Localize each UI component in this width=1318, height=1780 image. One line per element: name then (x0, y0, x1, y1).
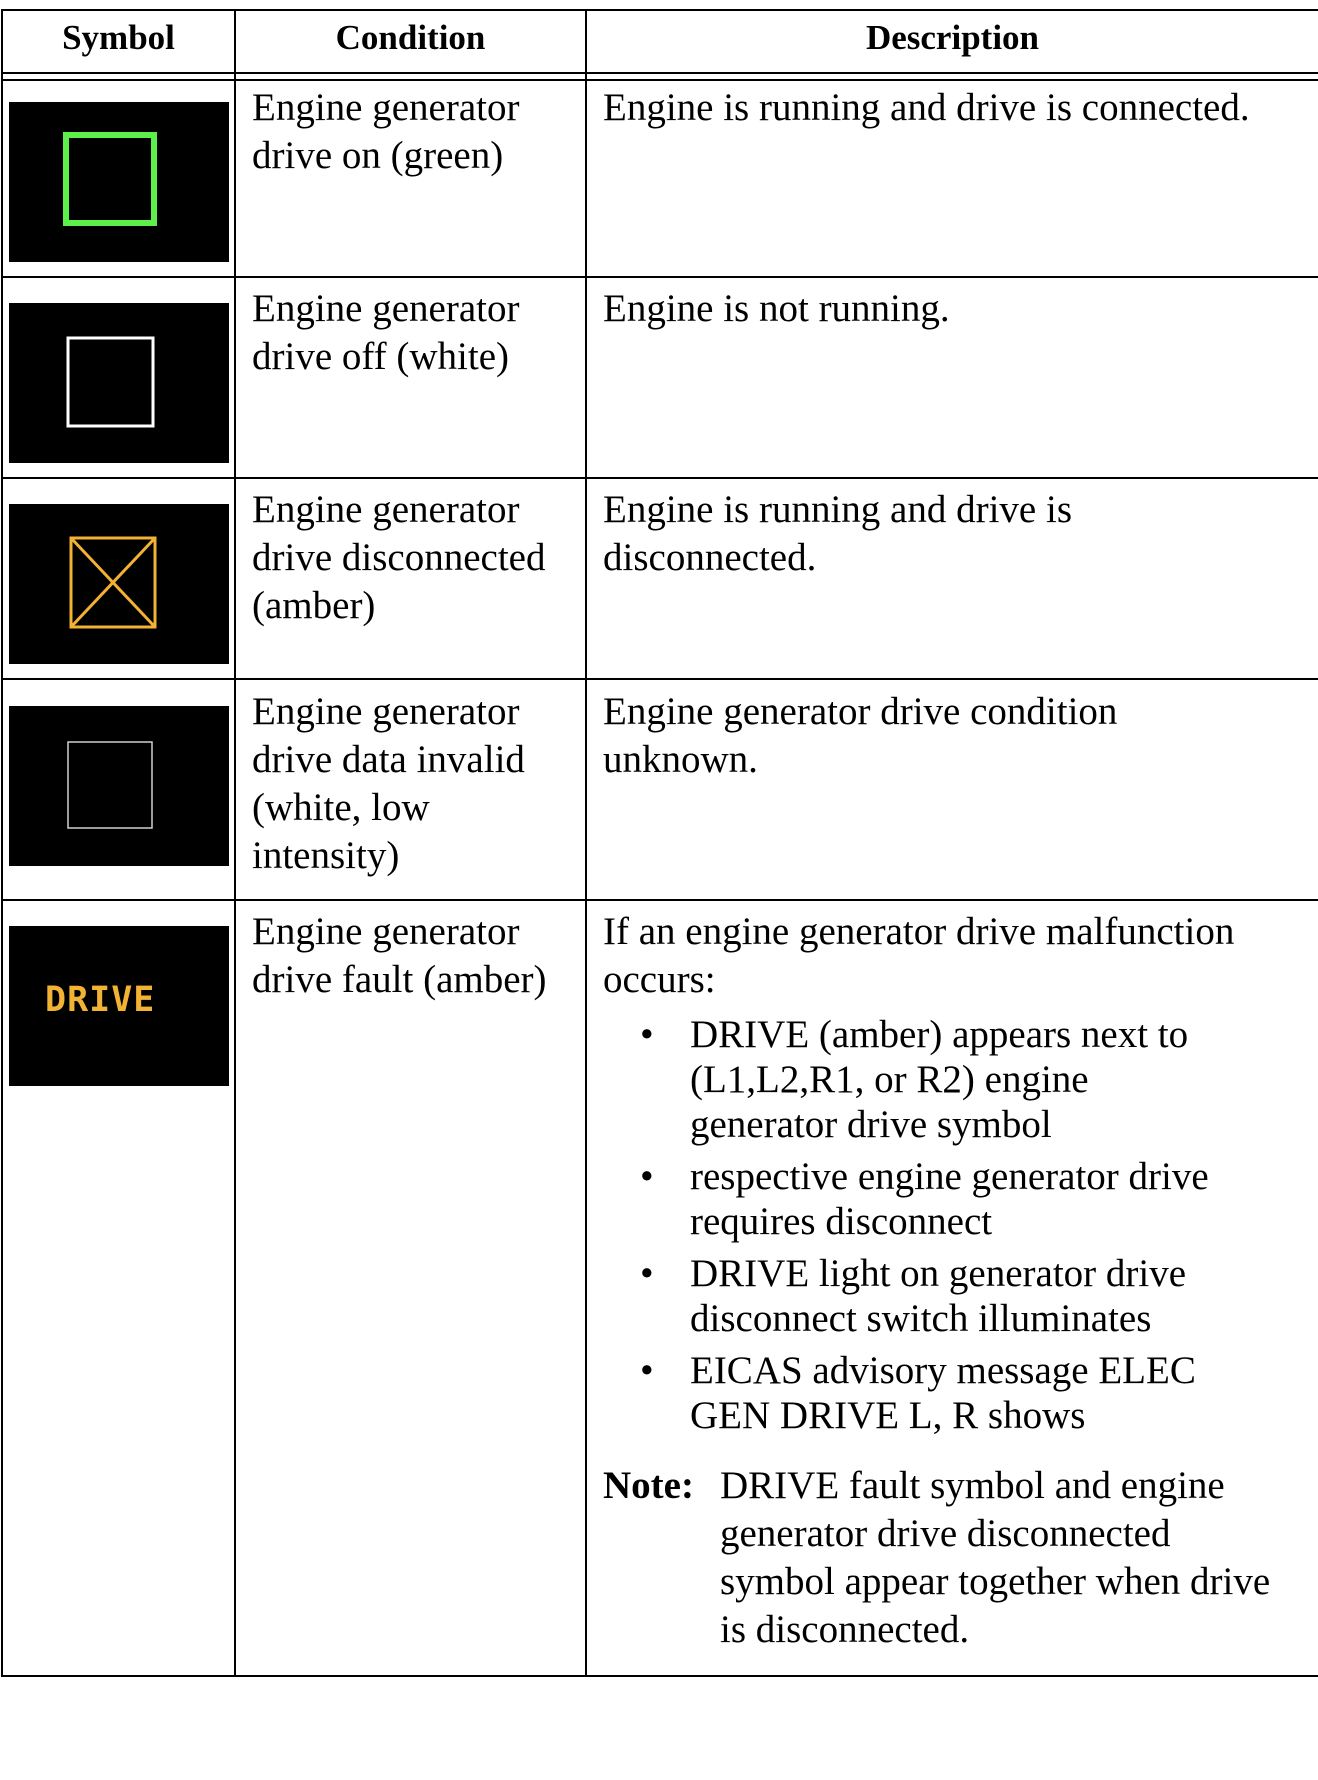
drive-fault-symbol (9, 926, 229, 1086)
drive-on-symbol (9, 102, 229, 262)
row-separator (1, 678, 1318, 680)
drive-disconnected-symbol (9, 504, 229, 664)
description-text: Engine generator drive condition unknown. (603, 690, 1118, 781)
header-condition: Condition (335, 18, 486, 57)
description-text: Engine is running and drive is disconnected. (603, 488, 1073, 579)
drive-off-symbol (9, 303, 229, 463)
column-divider-symbol-condition (234, 9, 236, 1677)
list-item (640, 1012, 1280, 1147)
list-item-text: respective engine generator drive requires disconnect (690, 1155, 1209, 1243)
condition-text: Engine generator drive fault (amber) (252, 910, 547, 1001)
bullet-icon: • (640, 1252, 654, 1295)
header-description: Description (865, 18, 1040, 57)
list-item (640, 1348, 1280, 1438)
note-label: Note: (603, 1464, 694, 1507)
row-separator (1, 477, 1318, 479)
bullet-icon: • (640, 1349, 654, 1392)
description-text: If an engine generator drive malfunction occurs: (603, 910, 1235, 1001)
white-square-icon (68, 338, 153, 426)
row-separator (1, 276, 1318, 278)
condition-text: Engine generator drive disconnected (amber) (252, 488, 546, 627)
list-item (640, 1251, 1280, 1341)
drive-data-invalid-symbol (9, 706, 229, 866)
header-symbol: Symbol (62, 18, 175, 57)
dim-white-square-icon (68, 742, 152, 828)
list-item-text: DRIVE light on generator drive disconnect switch illuminates (690, 1252, 1187, 1340)
amber-crossed-square-icon (71, 538, 155, 627)
bullet-icon: • (640, 1013, 654, 1056)
malfunction-bullet-list (640, 1012, 1280, 1445)
row-separator (1, 899, 1318, 901)
list-item-text: EICAS advisory message ELEC GEN DRIVE L, R shows (690, 1349, 1196, 1437)
condition-text: Engine generator drive on (green) (252, 86, 520, 177)
drive-fault-label: DRIVE (45, 980, 156, 1020)
green-square-icon (66, 135, 154, 223)
note-text: DRIVE fault symbol and engine generator drive disconnected symbol appear together when drive is disconnected. (720, 1464, 1271, 1651)
condition-text: Engine generator drive off (white) (252, 287, 520, 378)
condition-text: Engine generator drive data invalid (white, low intensity) (252, 690, 525, 877)
header-rule-top (1, 72, 1318, 74)
description-text: Engine is running and drive is connected. (603, 86, 1250, 129)
bullet-icon: • (640, 1155, 654, 1198)
column-divider-condition-description (585, 9, 587, 1677)
header-rule-bottom (1, 79, 1318, 81)
list-item (640, 1154, 1280, 1244)
description-text: Engine is not running. (603, 287, 950, 330)
list-item-text: DRIVE (amber) appears next to (L1,L2,R1, or R2) engine generator drive symbol (690, 1013, 1189, 1146)
